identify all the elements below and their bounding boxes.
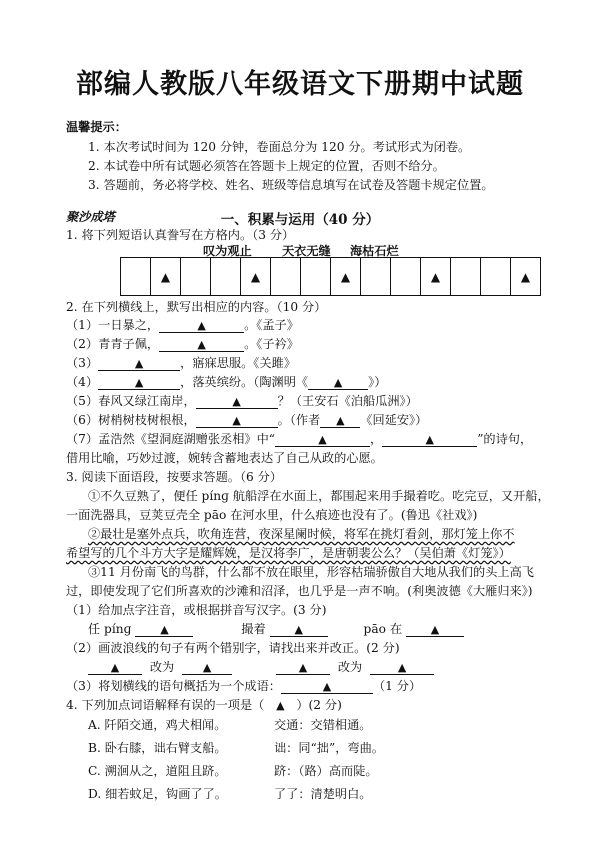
- q4-stem: 4. 下列加点词语解释有误的一项是（ ▲ ）(2 分): [66, 698, 342, 712]
- blank[interactable]: ▲: [196, 414, 278, 428]
- q2-line-7-cont: 借用比喻，巧妙过渡，婉转含蓄地表达了自己从政的心愿。: [66, 451, 383, 465]
- q2-line-7: （7）孟浩然《望洞庭湖赠张丞相》中“ ▲ ， ▲ ”的诗句，: [66, 432, 533, 446]
- blank[interactable]: ▲: [135, 623, 193, 637]
- grid-cell[interactable]: [391, 258, 421, 295]
- grid-cell[interactable]: ▲: [151, 258, 181, 295]
- grid-cell[interactable]: [271, 258, 301, 295]
- tip-2: 2. 本试卷中所有试题必须答在答题卡上规定的位置，否则不给分。: [88, 159, 445, 173]
- tip-1: 1. 本次考试时间为 120 分钟，卷面总分为 120 分。考试形式为闭卷。: [88, 140, 471, 154]
- q3-passage-3b: 过，即使发现了它们所喜欢的沙滩和沼泽，也几乎是一声不响。(利奥波德《大雁归来》): [66, 584, 533, 598]
- grid-cell[interactable]: [181, 258, 211, 295]
- q1-phrase-2: 天衣无缝: [282, 244, 331, 258]
- q4-option-b-note: 诎：同“拙”，弯曲。: [274, 741, 384, 755]
- grid-cell[interactable]: ▲: [520, 269, 531, 284]
- q1-stem: 1. 将下列短语认真誊写在方格内。（3 分）: [66, 228, 295, 242]
- blank[interactable]: ▲: [382, 433, 477, 447]
- section-label: 聚沙成塔: [66, 210, 115, 224]
- section-heading: 一、积累与运用（40 分）: [220, 212, 380, 228]
- grid-cell[interactable]: [481, 258, 511, 295]
- q3-passage-2a: ②最壮是塞外点兵，吹角连营，夜深星阑时候，将军在挑灯看剑，那灯笼上你不: [88, 527, 515, 541]
- q3-sub-1: （1）给加点字注音，或根据拼音写汉字。(3 分): [66, 603, 327, 617]
- q3-stem: 3. 阅读下面语段，按要求答题。（6 分）: [66, 470, 283, 484]
- q3-passage-2b: 希望写的几个斗方大字是耀辉娩，是汉将李广，是唐朝裴公么？（吴伯萧《灯笼》）: [66, 546, 511, 560]
- grid-cell[interactable]: [301, 258, 331, 295]
- q4-option-c-note: 跻：（路）高而陡。: [274, 764, 378, 778]
- q1-phrase-3: 海枯石烂: [350, 244, 399, 258]
- q4-option-a-note: 交通：交错相通。: [274, 718, 372, 732]
- q2-line-3: （3） ▲ ，寤寐思服。《关雎》: [66, 356, 296, 370]
- q3-passage-1b: 一面洗器具，豆荚豆壳全 pāo 在河水里，什么痕迹也没有了。(鲁迅《社戏》): [66, 508, 478, 522]
- q4-option-a[interactable]: A. 阡陌交通，鸡犬相闻。: [88, 718, 227, 732]
- q4-option-d[interactable]: D. 细若蚊足，钩画了了。: [88, 787, 227, 801]
- grid-cell[interactable]: ▲: [241, 258, 271, 295]
- grid-cell[interactable]: [211, 258, 241, 295]
- blank[interactable]: ▲: [270, 623, 328, 637]
- page-title: 部编人教版八年级语文下册期中试题: [76, 69, 524, 100]
- blank[interactable]: ▲: [370, 661, 434, 675]
- blank[interactable]: ▲: [275, 433, 370, 447]
- copy-grid: [120, 257, 541, 296]
- q3-passage-1a: ①不久豆熟了，便任 pínɡ 航船浮在水面上，都围起来用手撮着吃。吃完豆，又开船，: [88, 489, 550, 503]
- q2-line-1: （1）一日暴之， ▲ 。《孟子》: [66, 318, 299, 332]
- q3-sub-1-row: 任 pínɡ ▲ 撮着 ▲ pāo 在 ▲: [88, 622, 464, 637]
- q3-sub-2-row: ▲ 改为 ▲ ▲ 改为 ▲: [88, 660, 434, 675]
- blank[interactable]: ▲: [159, 338, 244, 352]
- blank[interactable]: ▲: [276, 661, 330, 675]
- q4-option-d-note: 了了：清楚明白。: [274, 787, 372, 801]
- q4-option-b[interactable]: B. 卧右膝，诎右臂支船。: [88, 741, 227, 755]
- grid-cell[interactable]: ▲: [331, 258, 361, 295]
- q1-phrase-1: 叹为观止: [203, 244, 252, 258]
- blank[interactable]: ▲: [159, 319, 244, 333]
- q2-stem: 2. 在下列横线上，默写出相应的内容。（10 分）: [66, 300, 327, 314]
- grid-cell[interactable]: [121, 258, 151, 295]
- tip-3: 3. 答题前，务必将学校、姓名、班级等信息填写在试卷及答题卡规定位置。: [88, 178, 494, 192]
- blank[interactable]: ▲: [308, 376, 368, 390]
- blank[interactable]: ▲: [182, 661, 232, 675]
- blank[interactable]: ▲: [320, 414, 360, 428]
- grid-cell[interactable]: [361, 258, 391, 295]
- q4-option-c[interactable]: C. 溯洄从之，道阻且跻。: [88, 764, 227, 778]
- blank[interactable]: ▲: [98, 357, 180, 371]
- blank[interactable]: ▲: [406, 623, 464, 637]
- q3-passage-3a: ③11 月份南飞的鸟群，什么都不放在眼里，形容枯瑞骄傲自大地从我们的头上高飞: [88, 565, 534, 579]
- q2-line-5: （5）春风又绿江南岸， ▲ ？（王安石《泊船瓜洲》）: [66, 394, 418, 408]
- q2-line-4: （4） ▲ ，落英缤纷。（陶渊明《 ▲ 》）: [66, 375, 387, 389]
- q2-line-6: （6）树梢树枝树根根， ▲ 。（作者 ▲ 《回延安》）: [66, 413, 428, 427]
- grid-cell[interactable]: ▲: [421, 258, 451, 295]
- tips-heading: 温馨提示：: [66, 120, 127, 134]
- q3-sub-3: （3）将划横线的语句概括为一个成语： ▲ （1 分）: [66, 679, 422, 693]
- q3-sub-2: （2）画波浪线的句子有两个错别字，请找出来并改正。(2 分): [66, 641, 400, 655]
- q2-line-2: （2）青青子佩， ▲ 。《子衿》: [66, 337, 299, 351]
- blank[interactable]: ▲: [196, 395, 278, 409]
- blank[interactable]: ▲: [281, 680, 373, 694]
- grid-cell[interactable]: [451, 258, 481, 295]
- blank[interactable]: ▲: [98, 376, 180, 390]
- blank[interactable]: ▲: [88, 661, 142, 675]
